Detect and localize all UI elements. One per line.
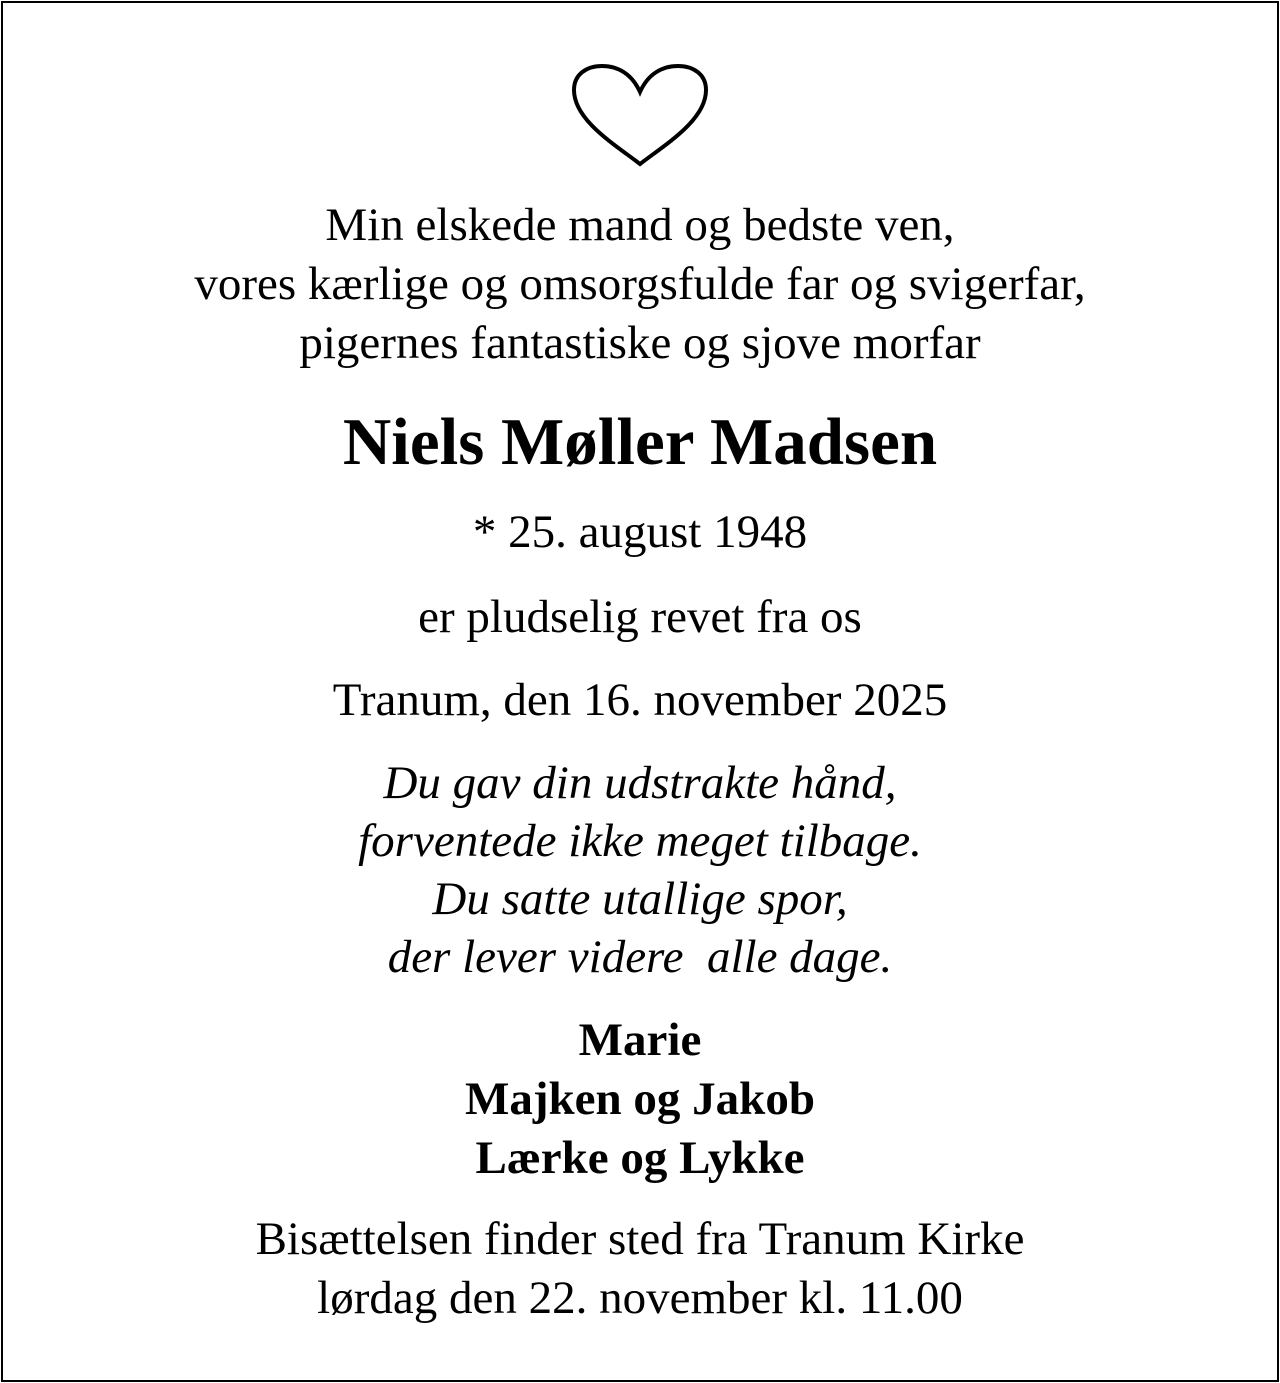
passing-statement: er pludselig revet fra os (418, 591, 862, 643)
service-line: lørdag den 22. november kl. 11.00 (317, 1272, 963, 1324)
service-line: Bisættelsen finder sted fra Tranum Kirke (255, 1213, 1025, 1265)
heart-icon (560, 60, 720, 172)
family-line: Majken og Jakob (465, 1073, 815, 1125)
place-and-date: Tranum, den 16. november 2025 (332, 674, 948, 726)
deceased-name: Niels Møller Madsen (342, 405, 938, 479)
verse (0, 754, 1280, 986)
birth-date: * 25. august 1948 (472, 506, 808, 558)
family-line: Lærke og Lykke (475, 1132, 805, 1184)
intro-text (0, 196, 1280, 373)
verse-line: Du gav din udstrakte hånd, (383, 757, 897, 809)
intro-line: pigernes fantastiske og sjove morfar (299, 317, 981, 369)
family-signatures (0, 1011, 1280, 1188)
verse-line: der lever videre alle dage. (387, 931, 893, 983)
intro-line: Min elskede mand og bedste ven, (325, 199, 955, 251)
verse-line: Du satte utallige spor, (432, 873, 848, 925)
service-info (0, 1210, 1280, 1328)
verse-line: forventede ikke meget tilbage. (358, 815, 922, 867)
family-line: Marie (578, 1014, 702, 1066)
intro-line: vores kærlige og omsorgsfulde far og svigerfar, (194, 258, 1086, 310)
